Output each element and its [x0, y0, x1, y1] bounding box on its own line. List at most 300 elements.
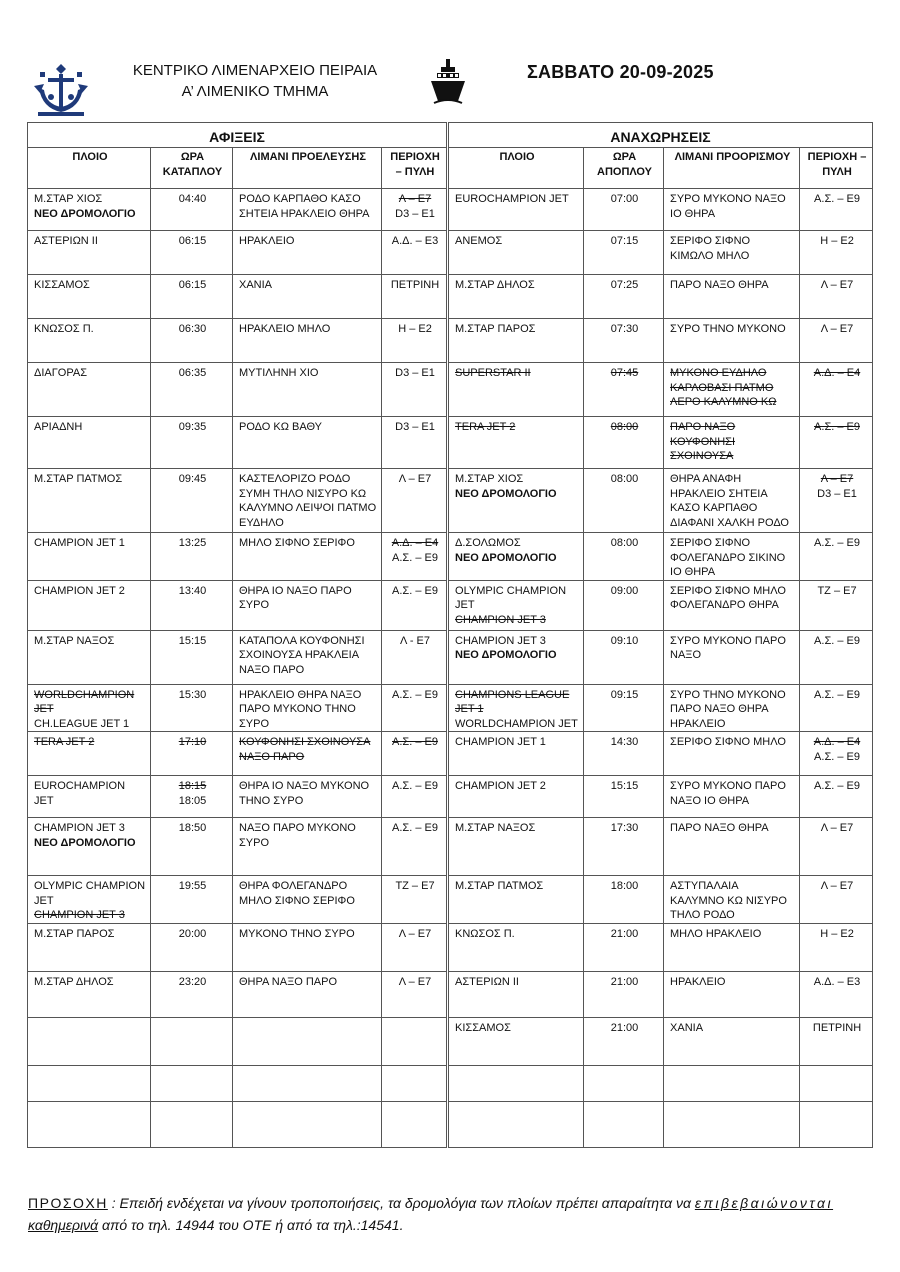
- arrival-port-cell: [233, 776, 382, 818]
- cell-text: 08:00: [610, 421, 639, 433]
- departure-ship-cell: [448, 971, 584, 1017]
- departure-port-cell: [664, 189, 800, 231]
- departure-time-cell: [584, 231, 664, 275]
- cell-text: Α.Σ. – Ε9: [814, 688, 860, 701]
- departure-ship-cell: [448, 363, 584, 417]
- cell-text: 17:30: [610, 822, 639, 834]
- departure-port-cell: [664, 469, 800, 533]
- cell-text: ΜΥΚΟΝΟ ΕΥΔΗΛΟ ΚΑΡΛΟΒΑΣΙ ΠΑΤΜΟ ΛΕΡΟ ΚΑΛΥΜΝΟ ΚΩ: [670, 367, 777, 408]
- cell-text: ΚΝΩΣΟΣ Π.: [455, 927, 515, 940]
- cell-text: ΡΟΔΟ ΚΩ ΒΑΘΥ: [239, 421, 322, 433]
- arrival-gate-cell: [382, 580, 448, 630]
- table-row: [28, 1017, 873, 1065]
- arrival-ship-cell: [28, 469, 151, 533]
- arrival-ship-cell: [28, 319, 151, 363]
- arrival-port-cell: [233, 923, 382, 971]
- cell-text: ΚΙΣΣΑΜΟΣ: [34, 279, 90, 291]
- arrival-port-cell: [233, 231, 382, 275]
- cell-text: Λ – Ε7: [820, 822, 854, 834]
- departure-ship-cell: [448, 469, 584, 533]
- cell-text: CHAMPION JET 3: [34, 822, 125, 834]
- departure-time-cell: [584, 630, 664, 684]
- cell-text: 06:15: [178, 279, 207, 291]
- departure-gate-cell: [800, 1101, 873, 1147]
- cell-text: CHAMPION JET 2: [455, 780, 546, 792]
- arrival-ship-cell: [28, 971, 151, 1017]
- cell-text: ΣΥΡΟ ΜΥΚΟΝΟ ΠΑΡΟ ΝΑΞΟ ΙΟ ΘΗΡΑ: [670, 780, 786, 807]
- cell-text: ΠΑΡΟ ΝΑΞΟ ΚΟΥΦΟΝΗΣΙ ΣΧΟΙΝΟΥΣΑ: [670, 421, 736, 462]
- cell-text: ΘΗΡΑ ΑΝΑΦΗ ΗΡΑΚΛΕΙΟ ΣΗΤΕΙΑ ΚΑΣΟ ΚΑΡΠΑΘΟ ΔΙΑΦΑΝΙ ΧΑΛΚΗ ΡΟΔΟ: [670, 473, 789, 529]
- arrival-time-cell: [151, 231, 233, 275]
- arrival-gate-cell: [382, 971, 448, 1017]
- arrival-ship-cell: [28, 231, 151, 275]
- arrival-port-cell: [233, 732, 382, 776]
- departure-time-cell: [584, 189, 664, 231]
- arrival-gate-cell: [382, 319, 448, 363]
- cell-text: D3 – E1: [817, 487, 857, 500]
- departure-ship-cell: [448, 876, 584, 924]
- arrival-ship-cell: [28, 189, 151, 231]
- arrival-ship-cell: [28, 580, 151, 630]
- departure-gate-cell: [800, 533, 873, 581]
- arrival-time-cell: [151, 876, 233, 924]
- cell-text: Α.Σ. – Ε9: [814, 780, 860, 792]
- cell-text: Α.Σ. – Ε9: [814, 193, 860, 205]
- cell-text: 08:00: [610, 473, 639, 485]
- departures-col-gate: ΠΕΡΙΟΧΗ – ΠΥΛΗ: [800, 148, 873, 189]
- cell-text: ΤΖ – Ε7: [395, 880, 435, 892]
- cell-text: Η – Ε2: [398, 323, 432, 335]
- cell-text: Λ - Ε7: [400, 634, 430, 647]
- cell-text: Α.Σ. – Ε9: [392, 736, 438, 748]
- departure-time-cell: [584, 818, 664, 876]
- schedule-date: ΣΑΒΒΑΤΟ 20-09-2025: [527, 62, 714, 82]
- departure-ship-cell: [448, 580, 584, 630]
- arrival-time-cell: [151, 776, 233, 818]
- cell-text: Λ – Ε7: [820, 323, 854, 335]
- departure-gate-cell: [800, 417, 873, 469]
- notice-emphasis-1: επιβεβαιώνονται: [694, 1195, 834, 1211]
- departure-gate-cell: [800, 231, 873, 275]
- departure-port-cell: [664, 876, 800, 924]
- arrival-ship-cell: [28, 1017, 151, 1065]
- cell-text: CHAMPIONS LEAGUE JET 1: [455, 688, 570, 715]
- arrival-port-cell: [233, 363, 382, 417]
- cell-text: Μ.ΣΤΑΡ ΠΑΤΜΟΣ: [34, 473, 123, 485]
- arrival-time-cell: [151, 363, 233, 417]
- cell-text: 20:00: [178, 927, 207, 940]
- arrival-gate-cell: [382, 1017, 448, 1065]
- departure-port-cell: [664, 923, 800, 971]
- cell-text: 23:20: [178, 975, 207, 988]
- departure-time-cell: [584, 876, 664, 924]
- departures-title: ΑΝΑΧΩΡΗΣΕΙΣ: [448, 123, 873, 148]
- cell-text: Μ.ΣΤΑΡ ΔΗΛΟΣ: [34, 975, 114, 988]
- arrival-port-cell: [233, 818, 382, 876]
- arrival-time-cell: [151, 1065, 233, 1101]
- cell-text: Α.Σ. – Ε9: [392, 584, 438, 597]
- arrival-gate-cell: [382, 275, 448, 319]
- cell-text: ΘΗΡΑ ΙΟ ΝΑΞΟ ΠΑΡΟ ΣΥΡΟ: [239, 584, 352, 611]
- cell-text: 07:00: [610, 193, 639, 205]
- cell-text: Α.Δ. – Ε3: [813, 975, 861, 988]
- departure-port-cell: [664, 818, 800, 876]
- departure-gate-cell: [800, 580, 873, 630]
- table-row: [28, 417, 873, 469]
- section-header-row: [28, 123, 873, 148]
- arrival-ship-cell: [28, 630, 151, 684]
- arrival-time-cell: [151, 275, 233, 319]
- arrival-ship-cell: [28, 275, 151, 319]
- cell-text: Α.Δ. – Ε4: [391, 537, 439, 549]
- cell-text: ΑΣΤΕΡΙΩΝ ΙΙ: [455, 975, 519, 988]
- cell-text: Α.Δ. – Ε3: [391, 235, 439, 247]
- arrival-gate-cell: [382, 684, 448, 732]
- cell-text: EUROCHAMPION JET: [34, 780, 126, 807]
- departure-port-cell: [664, 732, 800, 776]
- arrival-ship-cell: [28, 1101, 151, 1147]
- cell-text: ΝΕΟ ΔΡΟΜΟΛΟΓΙΟ: [455, 487, 557, 500]
- arrival-time-cell: [151, 732, 233, 776]
- arrival-port-cell: [233, 580, 382, 630]
- table-row: [28, 469, 873, 533]
- table-row: [28, 231, 873, 275]
- departure-ship-cell: [448, 275, 584, 319]
- arrival-port-cell: [233, 417, 382, 469]
- departure-gate-cell: [800, 319, 873, 363]
- cell-text: WORLDCHAMPION JET: [34, 688, 135, 715]
- arrival-gate-cell: [382, 417, 448, 469]
- cell-text: Μ.ΣΤΑΡ ΧΙΟΣ: [455, 473, 524, 485]
- departure-gate-cell: [800, 1017, 873, 1065]
- departure-gate-cell: [800, 275, 873, 319]
- departure-gate-cell: [800, 776, 873, 818]
- cell-text: 09:35: [178, 421, 207, 433]
- cell-text: 15:15: [610, 780, 639, 792]
- cell-text: ΜΗΛΟ ΗΡΑΚΛΕΙΟ: [670, 927, 762, 940]
- authority-name: [130, 60, 380, 102]
- arrival-gate-cell: [382, 533, 448, 581]
- cell-text: Μ.ΣΤΑΡ ΠΑΡΟΣ: [455, 323, 536, 335]
- departure-port-cell: [664, 776, 800, 818]
- cell-text: ΜΥΚΟΝΟ ΤΗΝΟ ΣΥΡΟ: [239, 927, 355, 940]
- cell-text: Μ.ΣΤΑΡ ΔΗΛΟΣ: [455, 279, 535, 291]
- cell-text: ΣΕΡΙΦΟ ΣΙΦΝΟ ΦΟΛΕΓΑΝΔΡΟ ΣΙΚΙΝΟ ΙΟ ΘΗΡΑ: [670, 537, 786, 578]
- arrival-gate-cell: [382, 876, 448, 924]
- notice-title: ΠΡΟΣΟΧΗ: [28, 1195, 108, 1211]
- authority-line-2: Α’ ΛΙΜΕΝΙΚΟ ΤΜΗΜΑ: [181, 83, 329, 100]
- departures-col-ship: ΠΛΟΙΟ: [448, 148, 584, 189]
- arrival-port-cell: [233, 684, 382, 732]
- cell-text: ΑΣΤΕΡΙΩΝ ΙΙ: [34, 235, 98, 247]
- arrival-port-cell: [233, 533, 382, 581]
- arrivals-col-time: ΩΡΑ ΚΑΤΑΠΛΟΥ: [151, 148, 233, 189]
- arrival-port-cell: [233, 876, 382, 924]
- arrival-time-cell: [151, 630, 233, 684]
- arrival-time-cell: [151, 684, 233, 732]
- departure-time-cell: [584, 684, 664, 732]
- column-header-row: [28, 148, 873, 189]
- arrival-port-cell: [233, 1065, 382, 1101]
- cell-text: ΑΝΕΜΟΣ: [455, 235, 503, 247]
- arrival-time-cell: [151, 417, 233, 469]
- cell-text: Α.Σ. – Ε9: [814, 750, 860, 763]
- arrival-gate-cell: [382, 189, 448, 231]
- departure-ship-cell: [448, 533, 584, 581]
- cell-text: ΚΑΤΑΠΟΛΑ ΚΟΥΦΟΝΗΣΙ ΣΧΟΙΝΟΥΣΑ ΗΡΑΚΛΕΙΑ ΝΑΞΟ ΠΑΡΟ: [239, 634, 365, 676]
- arrival-gate-cell: [382, 630, 448, 684]
- departure-ship-cell: [448, 776, 584, 818]
- departure-port-cell: [664, 1017, 800, 1065]
- arrival-time-cell: [151, 533, 233, 581]
- arrival-port-cell: [233, 1101, 382, 1147]
- schedule-rows: [28, 189, 873, 1148]
- departure-port-cell: [664, 1101, 800, 1147]
- departure-port-cell: [664, 533, 800, 581]
- cell-text: 15:30: [178, 688, 207, 701]
- departure-gate-cell: [800, 818, 873, 876]
- notice: [28, 1192, 873, 1236]
- arrival-time-cell: [151, 923, 233, 971]
- cell-text: ΠΕΤΡΙΝΗ: [812, 1021, 862, 1034]
- arrival-time-cell: [151, 469, 233, 533]
- departure-gate-cell: [800, 1065, 873, 1101]
- departure-time-cell: [584, 469, 664, 533]
- departure-time-cell: [584, 776, 664, 818]
- cell-text: ΡΟΔΟ ΚΑΡΠΑΘΟ ΚΑΣΟ ΣΗΤΕΙΑ ΗΡΑΚΛΕΙΟ ΘΗΡΑ: [239, 193, 370, 220]
- arrival-port-cell: [233, 275, 382, 319]
- departure-ship-cell: [448, 319, 584, 363]
- arrivals-col-gate: ΠΕΡΙΟΧΗ – ΠΥΛΗ: [382, 148, 448, 189]
- arrival-ship-cell: [28, 363, 151, 417]
- cell-text: ΠΕΤΡΙΝΗ: [390, 279, 440, 291]
- cell-text: ΣΕΡΙΦΟ ΣΙΦΝΟ ΚΙΜΩΛΟ ΜΗΛΟ: [670, 235, 751, 262]
- notice-text-1: : Επειδή ενδέχεται να γίνουν τροποποιήσεις, τα δρομολόγια των πλοίων πρέπει απαραίτητα να: [107, 1195, 695, 1211]
- departure-gate-cell: [800, 732, 873, 776]
- arrival-gate-cell: [382, 732, 448, 776]
- cell-text: Α.Σ. – Ε9: [814, 537, 860, 549]
- cell-text: Λ – Ε7: [398, 193, 432, 205]
- cell-text: ΠΑΡΟ ΝΑΞΟ ΘΗΡΑ: [670, 279, 769, 291]
- cell-text: ΣΥΡΟ ΜΥΚΟΝΟ ΠΑΡΟ ΝΑΞΟ: [670, 634, 786, 661]
- cell-text: 06:15: [178, 235, 207, 247]
- cell-text: Μ.ΣΤΑΡ ΝΑΞΟΣ: [455, 822, 536, 834]
- departure-port-cell: [664, 1065, 800, 1101]
- cell-text: 18:50: [178, 822, 207, 834]
- table-row: [28, 275, 873, 319]
- cell-text: 15:15: [178, 634, 207, 647]
- cell-text: CHAMPION JET 1: [455, 736, 546, 748]
- departure-gate-cell: [800, 630, 873, 684]
- cell-text: Λ – Ε7: [820, 473, 854, 485]
- cell-text: 09:45: [178, 473, 207, 485]
- departure-time-cell: [584, 1101, 664, 1147]
- cell-text: 21:00: [610, 975, 639, 988]
- cell-text: Α.Σ. – Ε9: [814, 421, 860, 433]
- cell-text: TERA JET 2: [455, 421, 516, 433]
- arrival-time-cell: [151, 971, 233, 1017]
- cell-text: ΣΕΡΙΦΟ ΣΙΦΝΟ ΜΗΛΟ: [670, 736, 786, 748]
- arrival-port-cell: [233, 189, 382, 231]
- departure-port-cell: [664, 319, 800, 363]
- cell-text: WORLDCHAMPION JET: [455, 717, 578, 730]
- arrival-gate-cell: [382, 923, 448, 971]
- departure-port-cell: [664, 684, 800, 732]
- cell-text: CHAMPION JET 3: [455, 613, 546, 626]
- departure-gate-cell: [800, 684, 873, 732]
- arrival-ship-cell: [28, 923, 151, 971]
- cell-text: ΝΕΟ ΔΡΟΜΟΛΟΓΙΟ: [455, 551, 557, 564]
- table-row: [28, 189, 873, 231]
- departure-ship-cell: [448, 189, 584, 231]
- arrival-time-cell: [151, 1101, 233, 1147]
- departure-port-cell: [664, 580, 800, 630]
- departure-gate-cell: [800, 189, 873, 231]
- arrival-ship-cell: [28, 818, 151, 876]
- cell-text: 19:55: [178, 880, 207, 892]
- departure-time-cell: [584, 580, 664, 630]
- cell-text: 09:00: [610, 584, 639, 597]
- departure-ship-cell: [448, 1017, 584, 1065]
- cell-text: ΝΕΟ ΔΡΟΜΟΛΟΓΙΟ: [34, 207, 136, 220]
- arrival-port-cell: [233, 630, 382, 684]
- arrival-port-cell: [233, 971, 382, 1017]
- cell-text: ΧΑΝΙΑ: [670, 1021, 704, 1034]
- arrival-time-cell: [151, 319, 233, 363]
- table-row: [28, 319, 873, 363]
- departures-col-time: ΩΡΑ ΑΠΟΠΛΟΥ: [584, 148, 664, 189]
- notice-text-2: από το τηλ. 14944 του ΟΤΕ ή από τα τηλ.:14541.: [98, 1217, 404, 1233]
- cell-text: ΗΡΑΚΛΕΙΟ: [670, 975, 726, 988]
- cell-text: Η – Ε2: [820, 927, 854, 940]
- departure-ship-cell: [448, 818, 584, 876]
- departure-ship-cell: [448, 923, 584, 971]
- departure-time-cell: [584, 417, 664, 469]
- departure-port-cell: [664, 630, 800, 684]
- departure-port-cell: [664, 363, 800, 417]
- cell-text: 06:30: [178, 323, 207, 335]
- departure-time-cell: [584, 923, 664, 971]
- cell-text: Λ – Ε7: [398, 927, 432, 940]
- cell-text: Α.Σ. – Ε9: [392, 822, 438, 834]
- arrival-ship-cell: [28, 776, 151, 818]
- cell-text: Α.Σ. – Ε9: [392, 780, 438, 792]
- cell-text: Μ.ΣΤΑΡ ΠΑΤΜΟΣ: [455, 880, 544, 892]
- table-row: [28, 363, 873, 417]
- departure-time-cell: [584, 1065, 664, 1101]
- cell-text: 07:45: [610, 367, 639, 379]
- coast-guard-emblem-icon: [30, 62, 92, 118]
- cell-text: 04:40: [178, 193, 207, 205]
- cell-text: 08:00: [610, 537, 639, 549]
- table-row: [28, 923, 873, 971]
- cell-text: ΣΕΡΙΦΟ ΣΙΦΝΟ ΜΗΛΟ ΦΟΛΕΓΑΝΔΡΟ ΘΗΡΑ: [670, 584, 786, 611]
- cell-text: 18:00: [610, 880, 639, 892]
- authority-line-1: ΚΕΝΤΡΙΚΟ ΛΙΜΕΝΑΡΧΕΙΟ ΠΕΙΡΑΙΑ: [132, 62, 378, 79]
- departure-port-cell: [664, 417, 800, 469]
- cell-text: 07:25: [610, 279, 639, 291]
- page-header: [0, 0, 900, 120]
- cell-text: 06:35: [178, 367, 207, 379]
- cell-text: ΘΗΡΑ ΦΟΛΕΓΑΝΔΡΟ ΜΗΛΟ ΣΙΦΝΟ ΣΕΡΙΦΟ: [239, 880, 355, 907]
- arrival-gate-cell: [382, 363, 448, 417]
- cell-text: 13:40: [178, 584, 207, 597]
- departure-ship-cell: [448, 630, 584, 684]
- notice-emphasis-2: καθημερινά: [28, 1217, 99, 1233]
- cell-text: ΝΕΟ ΔΡΟΜΟΛΟΓΙΟ: [455, 649, 557, 661]
- arrival-port-cell: [233, 469, 382, 533]
- table-row: [28, 876, 873, 924]
- departure-time-cell: [584, 363, 664, 417]
- cell-text: ΣΥΡΟ ΤΗΝΟ ΜΥΚΟΝΟ: [670, 323, 786, 335]
- cell-text: ΗΡΑΚΛΕΙΟ ΘΗΡΑ ΝΑΞΟ ΠΑΡΟ ΜΥΚΟΝΟ ΤΗΝΟ ΣΥΡΟ: [239, 688, 362, 730]
- cell-text: CHAMPION JET 3: [34, 909, 125, 921]
- table-row: [28, 971, 873, 1017]
- cell-text: Λ – Ε7: [398, 975, 432, 988]
- cell-text: ΗΡΑΚΛΕΙΟ ΜΗΛΟ: [239, 323, 331, 335]
- arrival-time-cell: [151, 189, 233, 231]
- arrival-time-cell: [151, 818, 233, 876]
- table-row: [28, 1101, 873, 1147]
- cell-text: 14:30: [610, 736, 639, 748]
- departure-time-cell: [584, 1017, 664, 1065]
- departure-port-cell: [664, 275, 800, 319]
- cell-text: SUPERSTAR II: [455, 367, 531, 379]
- departure-port-cell: [664, 971, 800, 1017]
- departure-gate-cell: [800, 971, 873, 1017]
- cell-text: Η – Ε2: [820, 235, 854, 247]
- cell-text: 07:30: [610, 323, 639, 335]
- table-row: [28, 732, 873, 776]
- cell-text: Α.Σ. – Ε9: [392, 551, 438, 564]
- cell-text: Δ.ΣΟΛΩΜΟΣ: [455, 537, 521, 549]
- cell-text: CHAMPION JET 1: [34, 537, 125, 549]
- arrivals-col-ship: ΠΛΟΙΟ: [28, 148, 151, 189]
- arrival-time-cell: [151, 580, 233, 630]
- cell-text: 18:05: [178, 794, 207, 807]
- cell-text: Α.Σ. – Ε9: [814, 634, 860, 647]
- arrival-gate-cell: [382, 776, 448, 818]
- cell-text: D3 – E1: [395, 207, 435, 220]
- table-row: [28, 818, 873, 876]
- departure-ship-cell: [448, 732, 584, 776]
- departure-gate-cell: [800, 876, 873, 924]
- arrivals-col-port: ΛΙΜΑΝΙ ΠΡΟΕΛΕΥΣΗΣ: [233, 148, 382, 189]
- departure-time-cell: [584, 319, 664, 363]
- cell-text: 09:10: [610, 634, 639, 647]
- arrival-time-cell: [151, 1017, 233, 1065]
- departures-col-port: ΛΙΜΑΝΙ ΠΡΟΟΡΙΣΜΟΥ: [664, 148, 800, 189]
- cell-text: ΚΙΣΣΑΜΟΣ: [455, 1021, 511, 1034]
- arrival-port-cell: [233, 319, 382, 363]
- arrival-gate-cell: [382, 469, 448, 533]
- departure-ship-cell: [448, 417, 584, 469]
- cell-text: Α.Δ. – Ε4: [813, 736, 861, 748]
- cell-text: ΑΣΤΥΠΑΛΑΙΑ ΚΑΛΥΜΝΟ ΚΩ ΝΙΣΥΡΟ ΤΗΛΟ ΡΟΔΟ: [670, 880, 787, 921]
- cell-text: 09:15: [610, 688, 639, 701]
- cell-text: ΤΖ – Ε7: [817, 584, 857, 597]
- departure-ship-cell: [448, 231, 584, 275]
- cell-text: CHAMPION JET 2: [34, 584, 125, 597]
- cell-text: ΗΡΑΚΛΕΙΟ: [239, 235, 295, 247]
- ship-icon: [428, 57, 468, 105]
- arrival-gate-cell: [382, 231, 448, 275]
- cell-text: 17:10: [178, 736, 207, 748]
- arrival-port-cell: [233, 1017, 382, 1065]
- cell-text: ΚΑΣΤΕΛΟΡΙΖΟ ΡΟΔΟ ΣΥΜΗ ΤΗΛΟ ΝΙΣΥΡΟ ΚΩ ΚΑΛΥΜΝΟ ΛΕΙΨΟΙ ΠΑΤΜΟ ΕΥΔΗΛΟ: [239, 473, 377, 529]
- cell-text: D3 – E1: [395, 367, 435, 379]
- cell-text: 18:15: [178, 780, 207, 792]
